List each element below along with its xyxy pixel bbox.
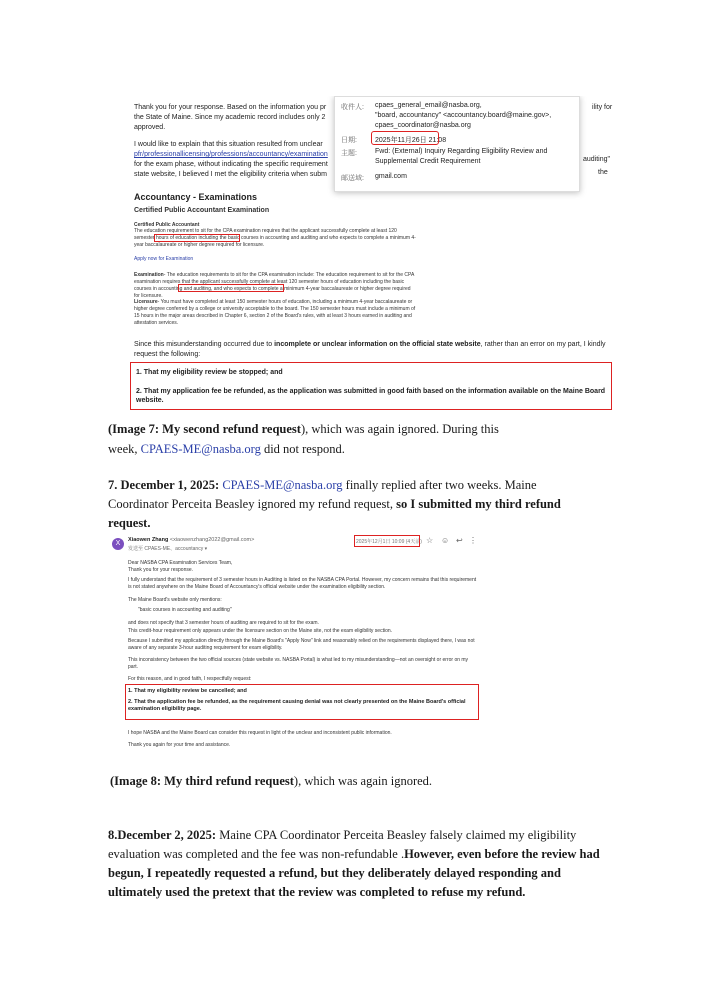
caption-text: ), which was again ignored. During this bbox=[300, 422, 499, 436]
section-subtitle: Certified Public Accountant Examination bbox=[134, 207, 270, 214]
since-bold: incomplete or unclear information on the official state website bbox=[274, 341, 481, 348]
email-date: 2025年12月1日 10:09 (4天前) bbox=[356, 539, 422, 545]
email-body-line: for the exam phase, without indicating the specific requirement bbox=[134, 161, 328, 168]
caption-text: week, bbox=[108, 442, 141, 456]
item8-line4 bbox=[108, 883, 698, 902]
exam-courses-highlight bbox=[178, 284, 284, 292]
date-highlight-box bbox=[371, 131, 439, 145]
paragraph-4: This credit-hour requirement only appears under the licensure section on the Maine site, not the exam eligibility section. bbox=[128, 628, 393, 634]
sender-name bbox=[128, 537, 254, 543]
sender-name-text: Xiaowen Zhang bbox=[128, 537, 169, 543]
image7-screenshot bbox=[128, 96, 616, 412]
request-1: 1. That my eligibility review be cancelled; and bbox=[128, 688, 247, 694]
request-2: 2. That my application fee be refunded, as the application was submitted in good faith based on the information available on the Maine Board website. bbox=[136, 388, 606, 404]
thanks-line: Thank you for your response. bbox=[128, 567, 194, 573]
sender-email: <xiaowenzhang2022@gmail.com> bbox=[169, 537, 255, 543]
caption-text: did not respond. bbox=[260, 442, 345, 456]
item7-line3 bbox=[108, 514, 150, 533]
caption-bold: (Image 7: My second refund request bbox=[108, 422, 301, 436]
caption-text: ), which was again ignored. bbox=[293, 774, 433, 788]
licensure-body: - You must have completed at least 150 semester hours of education, including a minimum 4-year baccalaureate or higher degree conferred by a college or university acceptable to the board. The 150 semester hours must include a minimum of 15 hours in the major areas described in Chapter 6, section 2 of the Board's rules, with at least 3 hours earned in auditing and attestation services. bbox=[134, 299, 416, 326]
quote: "basic courses in accounting and auditing" bbox=[138, 607, 232, 613]
to-label: 收件人: bbox=[341, 104, 364, 111]
paragraph-1: I fully understand that the requirement of 3 semester hours in Auditing is listed on the NASBA CPA Portal. However, my concern remains that this requirement is not stated anywhere on the Maine Board of Accountancy's official website under the examination eligibility section. bbox=[128, 577, 477, 590]
email-body-fragment: the bbox=[598, 169, 608, 176]
image8-screenshot bbox=[108, 534, 480, 766]
email-link[interactable]: CPAES-ME@nasba.org bbox=[222, 478, 343, 492]
more-icon[interactable]: ⋮ bbox=[469, 536, 477, 545]
exam-body: - The education requirements to sit for the CPA examination include: The education requirement to sit for the CPA examination requires that the applicant successfully complete at least 120 semester hours of education including the basic courses in accounting and auditing, and who expects to complete a minimum 4-year baccalaureate or higher degree required for licensure. bbox=[134, 272, 415, 298]
since-paragraph-end: request the following: bbox=[134, 351, 201, 358]
paragraph-9: Thank you again for your time and assistance. bbox=[128, 742, 231, 748]
to-value: cpaes_coordinator@nasba.org bbox=[375, 122, 471, 129]
caption-image8 bbox=[110, 772, 670, 791]
item8-line2 bbox=[108, 845, 698, 864]
email-details-panel bbox=[334, 96, 580, 192]
request-1: 1. That my eligibility review be stopped; and bbox=[136, 369, 283, 376]
item8-bold: begun, I repeatedly requested a refund, but they deliberately delayed responding and bbox=[108, 866, 561, 880]
item7-bold: so I submitted my third refund bbox=[396, 497, 561, 511]
apply-now-link[interactable]: Apply now for Examination bbox=[134, 256, 194, 262]
to-value: "board, accountancy" <accountancy.board@maine.gov>, bbox=[375, 112, 552, 119]
email-body-line: approved. bbox=[134, 124, 166, 131]
recipients-line[interactable]: 发送至 CPAES-ME、accountancy ▾ bbox=[128, 546, 208, 552]
since-paragraph bbox=[134, 340, 612, 349]
item8-bold: However, even before the review had bbox=[404, 847, 600, 861]
licensure-label: Licensure bbox=[134, 299, 158, 305]
caption-image7-line2 bbox=[108, 440, 668, 459]
item7-text: Coordinator Perceita Beasley ignored my refund request, bbox=[108, 497, 397, 511]
paragraph-6: This inconsistency between the two official sources (state website vs. NASBA Portal) is what led to my misunderstanding—not an oversight or error on my part. bbox=[128, 657, 469, 670]
star-icon[interactable]: ☆ bbox=[426, 536, 434, 545]
item7-bold: request. bbox=[108, 516, 151, 530]
paragraph-5: Because I submitted my application directly through the Maine Board's "Apply Now" link and reasonably relied on the requirements displayed there, I was not aware of any separate 3-hour auditing requirement for exam eligibility. bbox=[128, 638, 475, 651]
request-2: 2. That the application fee be refunded, as the requirement causing denial was not clearly presented on the Maine Board's official examination eligibility page. bbox=[128, 699, 466, 712]
item8-date: 8.December 2, 2025: bbox=[108, 828, 217, 842]
item7-date: 7. December 1, 2025: bbox=[108, 478, 223, 492]
subject-value: Fwd: (External) Inquiry Regarding Eligibility Review and bbox=[375, 148, 548, 155]
email-body-fragment: ility for bbox=[592, 104, 613, 111]
basic-courses-highlight bbox=[154, 234, 240, 242]
email-body-fragment: auditing" bbox=[583, 156, 611, 163]
item7-line1 bbox=[108, 476, 688, 495]
paragraph-3: and does not specify that 3 semester hours of auditing are required to sit for the exam. bbox=[128, 620, 319, 626]
paragraph-7: For this reason, and in good faith, I respectfully request: bbox=[128, 676, 252, 682]
cpa-text: The education requirement to sit for the CPA examination requires that the applicant successfully complete at least 120 semester hours of education including the basic courses in accounting and auditing and who expects to complete a minimum 4-year baccalaureate or higher degree required for licensure. bbox=[134, 228, 416, 248]
emoji-icon[interactable]: ☺ bbox=[441, 536, 450, 545]
mailedby-label: 邮送域: bbox=[341, 175, 364, 182]
paragraph-8: I hope NASBA and the Maine Board can consider this request in light of the unclear and inconsistent public information. bbox=[128, 730, 392, 736]
since-text: Since this misunderstanding occurred due to bbox=[134, 341, 273, 348]
paragraph-2: The Maine Board's website only mentions: bbox=[128, 597, 222, 603]
avatar: X bbox=[112, 538, 124, 550]
to-value: cpaes_general_email@nasba.org, bbox=[375, 102, 482, 109]
item7-text: finally replied after two weeks. Maine bbox=[342, 478, 537, 492]
date-label: 日期: bbox=[341, 137, 357, 144]
item8-line3 bbox=[108, 864, 698, 883]
item8-line1 bbox=[108, 826, 698, 845]
website-link[interactable]: pfr/professionallicensing/professions/accountancy/examination bbox=[134, 151, 328, 158]
cpa-label: Certified Public Accountant bbox=[134, 222, 200, 228]
email-body-line: the State of Maine. Since my academic record includes only 2 bbox=[134, 114, 326, 121]
item8-text: Maine CPA Coordinator Perceita Beasley falsely claimed my eligibility bbox=[216, 828, 577, 842]
item8-bold: ultimately used the pretext that the review was completed to refuse my refund. bbox=[108, 885, 526, 899]
maine-website-snippet bbox=[134, 186, 424, 336]
item7-line2 bbox=[108, 495, 688, 514]
licensure-text bbox=[134, 299, 416, 329]
email-body-line: state website, I believed I met the eligibility criteria when subm bbox=[134, 171, 327, 178]
greeting: Dear NASBA CPA Examination Services Team, bbox=[128, 560, 233, 566]
email-link[interactable]: CPAES-ME@nasba.org bbox=[140, 442, 261, 456]
email-body-line: Thank you for your response. Based on the information you pr bbox=[134, 104, 327, 111]
reply-icon[interactable]: ↩ bbox=[456, 536, 463, 545]
date-value: 2025年11月26日 21:08 bbox=[375, 137, 447, 144]
since-text: , rather than an error on my part, I kindly bbox=[480, 341, 606, 348]
email-body-line: I would like to explain that this situation resulted from unclear bbox=[134, 141, 323, 148]
caption-image7 bbox=[108, 420, 668, 439]
exam-label: Examination bbox=[134, 272, 164, 278]
section-title: Accountancy - Examinations bbox=[134, 192, 258, 202]
subject-label: 主题: bbox=[341, 150, 357, 157]
subject-value: Supplemental Credit Requirement bbox=[375, 158, 481, 165]
mailedby-value: gmail.com bbox=[375, 173, 407, 180]
item8-text: evaluation was completed and the fee was non-refundable . bbox=[108, 847, 405, 861]
caption-bold: (Image 8: My third refund request bbox=[110, 774, 294, 788]
date-highlight-box bbox=[354, 535, 420, 547]
